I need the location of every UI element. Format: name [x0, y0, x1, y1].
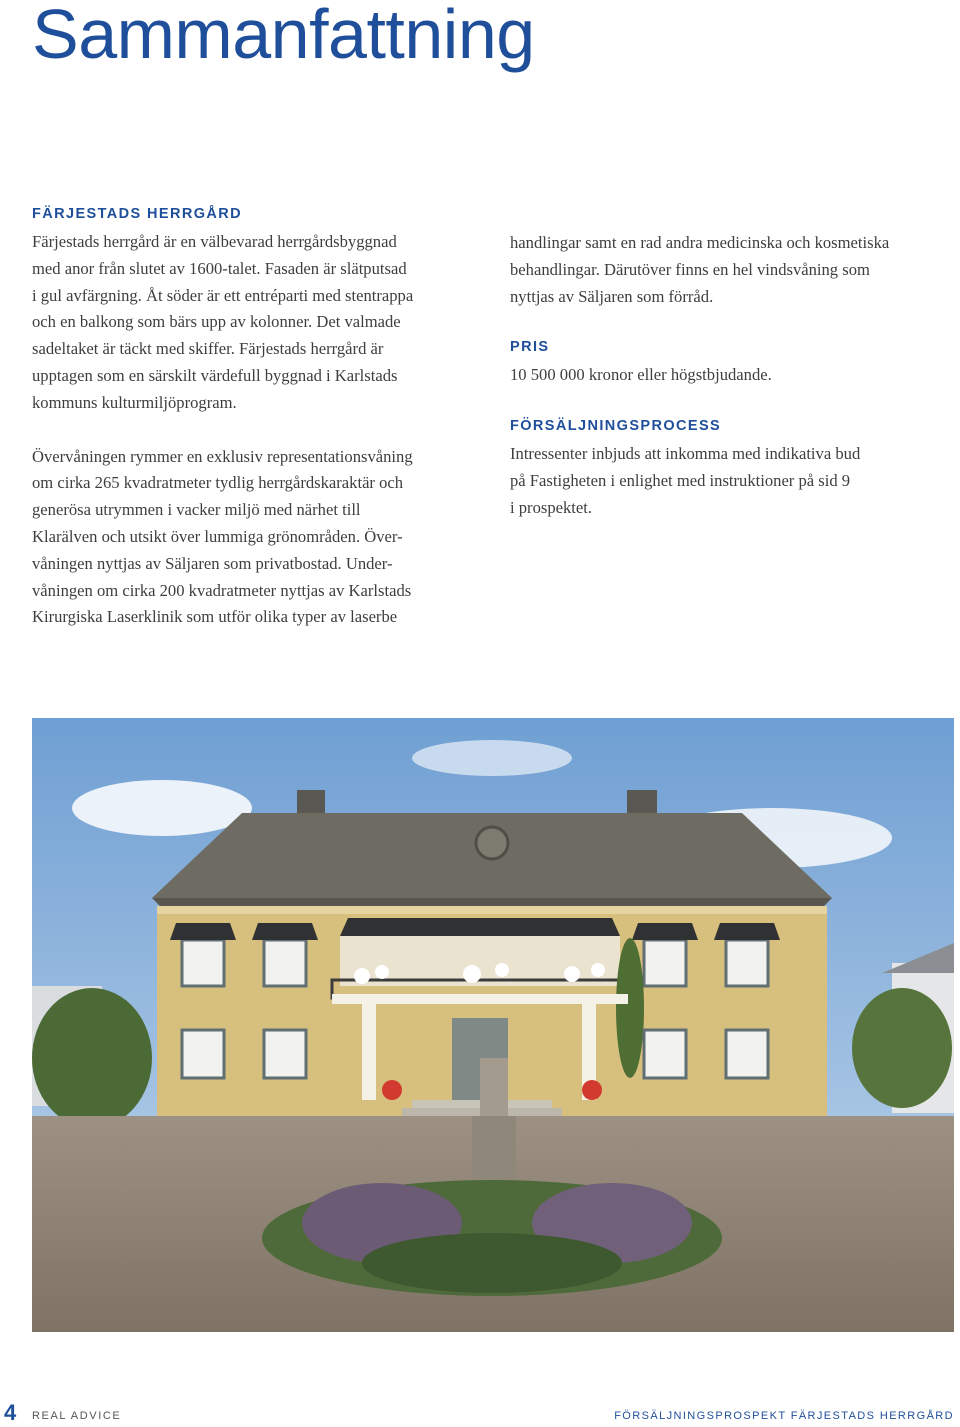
- page-number: 4: [4, 1400, 17, 1425]
- footer-brand: REAL ADVICE: [32, 1410, 122, 1422]
- intro-paragraph: Färjestads herrgård är en välbevarad herrgårdsbyggnad med anor från slutet av 1600-talet. Fasaden är slätputsad i gul avfärgning. Åt söder är ett entréparti med stentrappa och en balkong som bärs upp av kolonner. Det valmade sadeltaket är täckt med skiffer. Färjestads herrgård är upptagen som en särskilt värdefull byggnad i Karlstads kommuns kulturmiljöprogram.: [32, 232, 414, 412]
- section-heading-process: FÖRSÄLJNINGSPROCESS: [510, 418, 722, 435]
- section-heading-farjestads: FÄRJESTADS HERRGÅRD: [32, 206, 243, 222]
- right-column: [510, 230, 950, 522]
- continued-paragraph: handlingar samt en rad andra medicinska och kosmetiska behandlingar. Därutöver finns en hel vindsvåning som nyttjas av Säljaren som förråd.: [510, 233, 890, 306]
- section-heading-price: PRIS: [510, 339, 550, 356]
- left-column: [32, 203, 477, 631]
- upper-floor-paragraph: Övervåningen rymmer en exklusiv representationsvåning om cirka 265 kvadratmeter tydlig herrgårdskaraktär och generösa utrymmen i vacker miljö med närhet till Klarälven och utsikt över lummiga grönområden. Över- våningen nyttjas av Säljaren som privatbostad. Under- våningen om cirka 200 kvadratmeter nyttjas av Karlstads Kirurgiska Laserklinik som utför olika typer av laserbe: [32, 446, 413, 627]
- manor-photo: [32, 718, 954, 1332]
- page-title: Sammanfattning: [32, 0, 535, 73]
- footer-document-title: FÖRSÄLJNINGSPROSPEKT FÄRJESTADS HERRGÅRD: [614, 1410, 954, 1422]
- price-text: 10 500 000 kronor eller högstbjudande.: [510, 365, 772, 385]
- process-text: Intressenter inbjuds att inkomma med indikativa bud på Fastigheten i enlighet med instruktioner på sid 9 i prospektet.: [510, 444, 861, 517]
